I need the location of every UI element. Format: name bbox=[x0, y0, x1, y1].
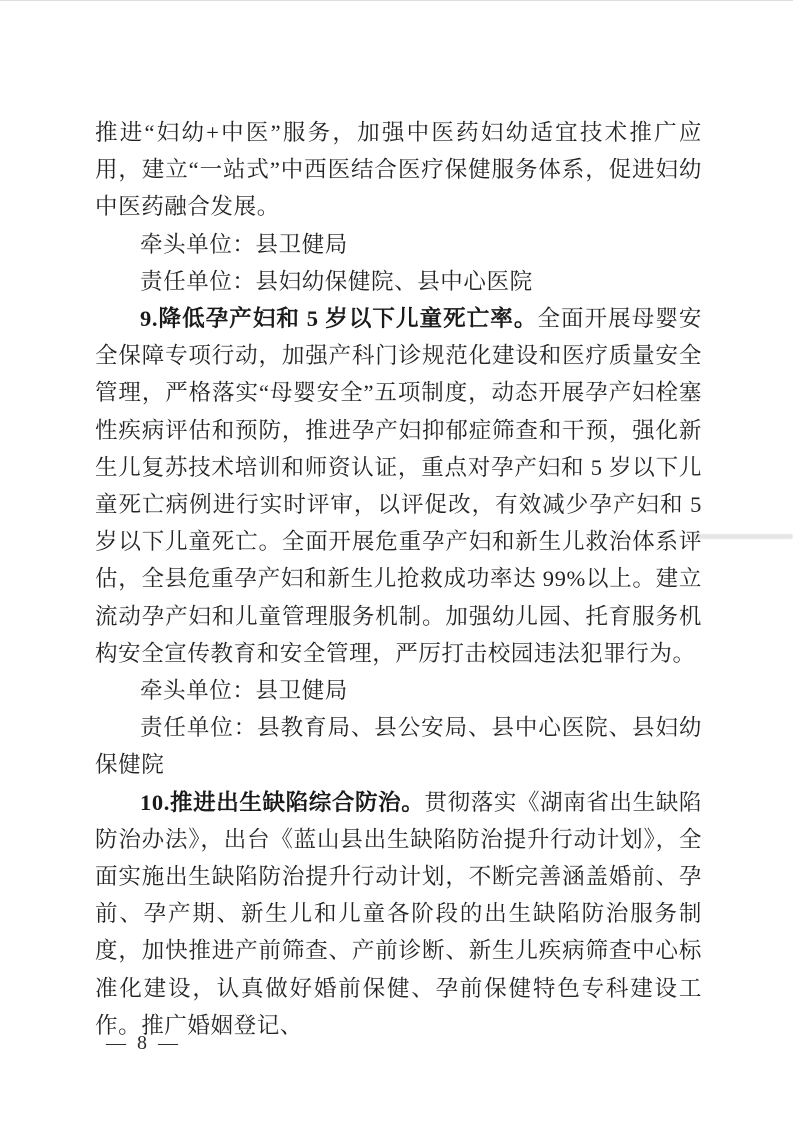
lead-unit-line-1: 牵头单位：县卫健局 bbox=[140, 231, 348, 257]
scan-edge-artifact bbox=[0, 0, 793, 1]
document-body bbox=[95, 114, 702, 1044]
page-number: — 8 — bbox=[106, 1032, 181, 1054]
item-9-body: 全面开展母婴安全保障专项行动，加强产科门诊规范化建设和医疗质量安全管理，严格落实“母婴安全”五项制度，动态开展孕产妇栓塞性疾病评估和预防，推进孕产妇抑郁症筛查和干预，强化新生儿复苏技术培训和师资认证，重点对孕产妇和 5 岁以下儿童死亡病例进行实时评审，以评促改，有效减少孕产妇和 5 岁以下儿童死亡。全面开展危重孕产妇和新生儿救治体系评估，全县危重孕产妇和新生儿抢救成功率达 99%以上。建立流动孕产妇和儿童管理服务机制。加强幼儿园、托育服务机构安全宣传教育和安全管理，严厉打击校园违法犯罪行为。 bbox=[95, 306, 702, 666]
lead-unit-line-2: 牵头单位：县卫健局 bbox=[140, 678, 348, 704]
numbered-item-9 bbox=[95, 300, 702, 672]
responsible-unit-line-2: 责任单位：县教育局、县公安局、县中心医院、县妇幼保健院 bbox=[95, 715, 702, 778]
item-9-heading: 9.降低孕产妇和 5 岁以下儿童死亡率。 bbox=[140, 306, 538, 332]
page-footer bbox=[106, 1032, 181, 1055]
item-10-heading: 10.推进出生缺陷综合防治。 bbox=[140, 789, 425, 815]
scan-smudge-artifact bbox=[692, 534, 793, 539]
numbered-item-10 bbox=[95, 784, 702, 1044]
item-10-body: 贯彻落实《湖南省出生缺陷防治办法》，出台《蓝山县出生缺陷防治提升行动计划》，全面实施出生缺陷防治提升行动计划，不断完善涵盖婚前、孕前、孕产期、新生儿和儿童各阶段的出生缺陷防治服务制度，加快推进产前筛查、产前诊断、新生儿疾病筛查中心标准化建设，认真做好婚前保健、孕前保健特色专科建设工作。推广婚姻登记、 bbox=[95, 789, 703, 1038]
responsible-unit-line-1: 责任单位：县妇幼保健院、县中心医院 bbox=[140, 268, 533, 294]
paragraph-continuation: 推进“妇幼+中医”服务，加强中医药妇幼适宜技术推广应用，建立“一站式”中西医结合医疗保健服务体系，促进妇幼中医药融合发展。 bbox=[95, 120, 702, 220]
